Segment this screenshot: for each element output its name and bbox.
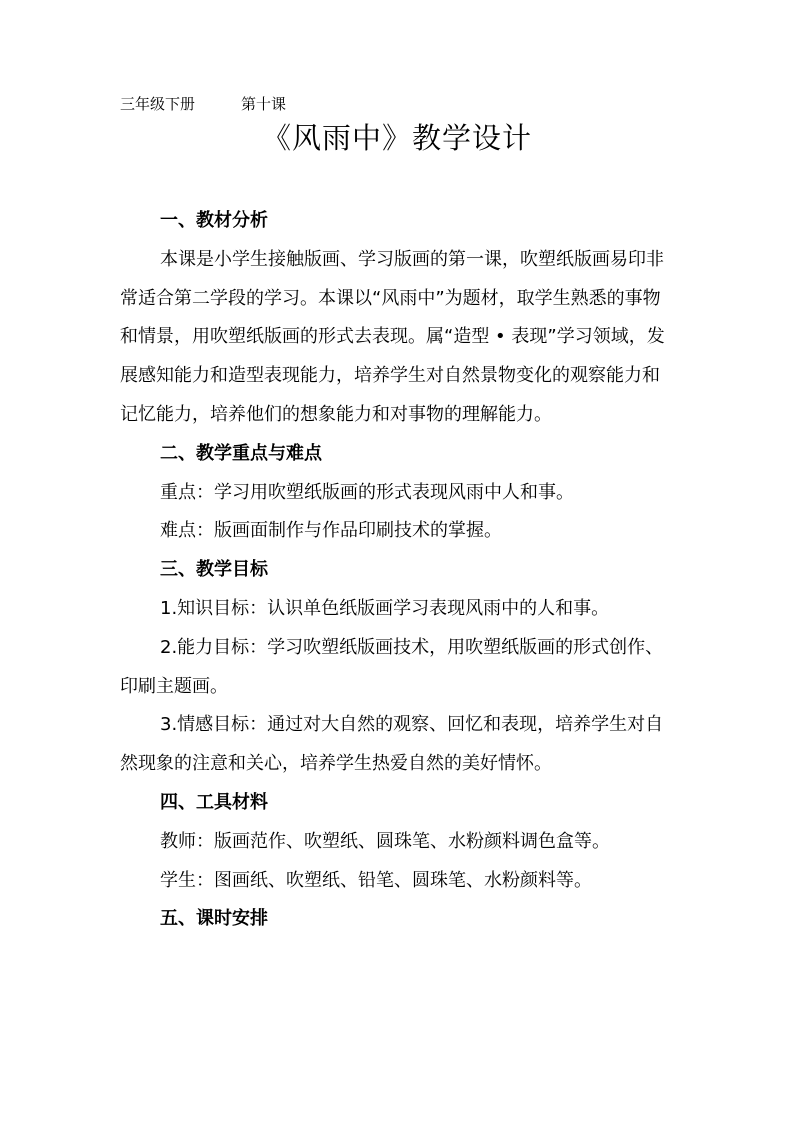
key-point-text: 重点：学习用吹塑纸版画的形式表现风雨中人和事。 <box>160 481 574 503</box>
section-heading-objectives: 三、教学目标 <box>160 559 268 581</box>
student-materials: 学生：图画纸、吹塑纸、铅笔、圆珠笔、水粉颜料等。 <box>160 869 592 891</box>
document-body <box>120 202 676 939</box>
difficulty-text: 难点：版画面制作与作品印刷技术的掌握。 <box>160 520 502 542</box>
objective-knowledge: 1.知识目标：认识单色纸版画学习表现风雨中的人和事。 <box>160 597 610 619</box>
grade-label: 三年级下册 <box>120 95 196 113</box>
section-heading-analysis: 一、教材分析 <box>160 210 268 231</box>
section-heading-key-points: 二、教学重点与难点 <box>160 442 322 464</box>
header-line <box>120 94 286 114</box>
document-title: 《风雨中》教学设计 <box>261 121 532 155</box>
lesson-label: 第十课 <box>241 95 287 113</box>
section-heading-schedule: 五、课时安排 <box>160 908 268 930</box>
teacher-materials: 教师：版画范作、吹塑纸、圆珠笔、水粉颜料调色盒等。 <box>160 830 610 852</box>
analysis-paragraph: 本课是小学生接触版画、学习版画的第一课，吹塑纸版画易印非常适合第二学段的学习。本课以“风雨中”为题材，取学生熟悉的事物和情景，用吹塑纸版画的形式去表现。属“造型 • 表现”学习领域，发展感知能力和造型表现能力，培养学生对自然景物变化的观察能力和记忆能力，培养他们的想象能力和对事物的理解能力。 <box>120 248 665 425</box>
section-heading-materials: 四、工具材料 <box>160 791 268 813</box>
objective-emotion: 3.情感目标：通过对大自然的观察、回忆和表现，培养学生对自然现象的注意和关心，培养学生热爱自然的美好情怀。 <box>120 714 664 775</box>
objective-ability: 2.能力目标：学习吹塑纸版画技术，用吹塑纸版画的形式创作、印刷主题画。 <box>120 636 664 697</box>
